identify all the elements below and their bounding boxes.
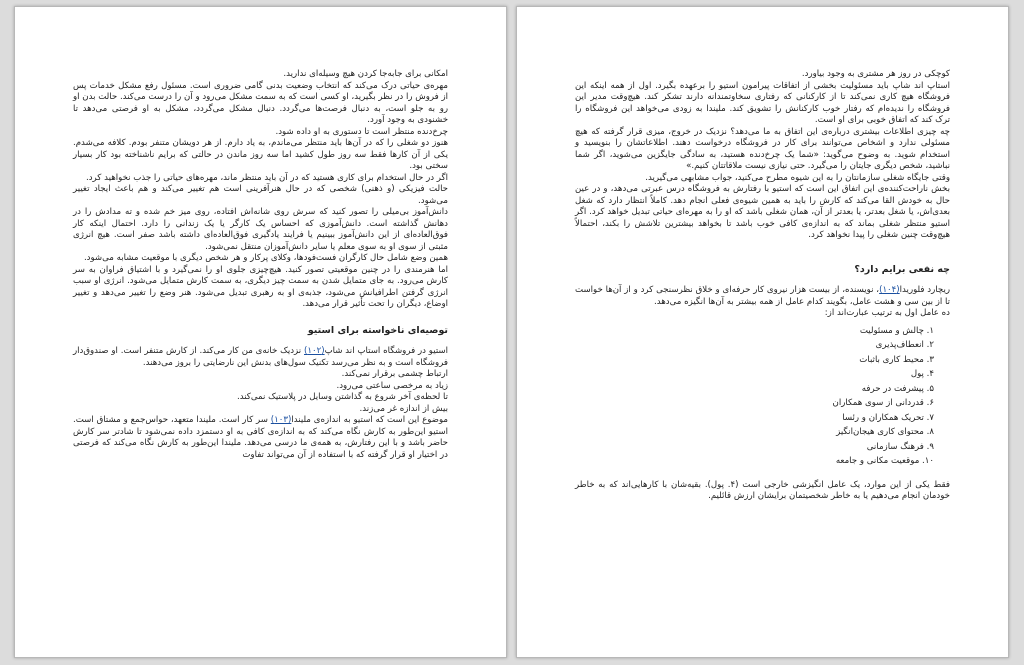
page-right-content <box>575 69 950 503</box>
document-page-right <box>516 6 1009 658</box>
paragraph <box>73 415 448 461</box>
numbered-list <box>575 326 950 468</box>
paragraph: زیاد به مرخصی ساعتی می‌رود. <box>336 380 448 391</box>
paragraph <box>73 346 448 369</box>
paragraph-text: موضوع این است که استیو به اندازه‌ی ملیندا <box>291 415 448 425</box>
list-item: ۹. فرهنگ سازمانی <box>866 441 934 452</box>
paragraph: مهره‌ی حیاتی درک می‌کند که انتخاب وضعیت بدنی گامی ضروری است. مسئول رفع مشکل خدمات پس از فروش را در نظر بگیرید، او کسی است که به سمت مشکل می‌رود و آن را درست می‌کند. حالت بدن او رو به جلو است، به دنبال فرصت‌ها می‌گردد. دنبال مشکل می‌گردد، مشکل به او فرصتی می‌دهد تا خشنودی به وجود آورد. <box>73 80 448 125</box>
list-item: ۳. محیط کاری باثبات <box>859 354 934 365</box>
paragraph: وقتی جایگاه شغلی سازمانتان را به این شیوه مطرح می‌کنید، جواب مشابهی می‌گیرید. <box>645 172 950 183</box>
paragraph-text: استیو در فروشگاه استاپ اند شاپ <box>324 346 448 356</box>
document-page-left <box>14 6 507 658</box>
list-item: ۷. تحریک همکاران و رئسا <box>842 412 934 423</box>
paragraph: بخش ناراحت‌کننده‌ی این اتفاق این است که استیو با رفتارش به فروشگاه درس عبرتی می‌دهد، و در عین حال به خودش القا می‌کند که کارش را باید به همین شیوه‌ی فعلی انجام دهد. کاملاً انتظار دارد که شغل بعدی‌اش، یا شغل بعدتر، یا بعدتر از آن، همان شغلی باشد که او را به مهره‌ای حیاتی تبدیل خواهد کرد. اگر استیو منتظر شغلی بماند که به اندازه‌ی کافی خوب باشد تا بخواهد بیشترین تلاشش را بکند، احتمالاً هیچ‌وقت چنین شغلی را پیدا نخواهد کرد. <box>575 184 950 240</box>
list-item: ۴. پول <box>910 369 934 379</box>
paragraph: بیش از اندازه غر می‌زند. <box>359 403 448 414</box>
paragraph: چرخ‌دنده منتظر است تا دستوری به او داده شود. <box>275 126 448 137</box>
spacer <box>575 471 950 480</box>
paragraph: ده عامل اول به ترتیب عبارت‌اند از: <box>824 308 950 318</box>
paragraph-text: نزدیک خانه‌ی من کار می‌کند. از کارش متنفر است. او صندوق‌دار فروشگاه است و به نظر می‌رسد تکنیک سول‌های بدنش این نارضایتی را بروز می‌دهند. <box>73 346 448 368</box>
paragraph: هنوز دو شغلی را که در آن‌ها باید منتظر می‌ماندم، به یاد دارم. از هر دویشان متنفر بودم. کلافه می‌شدم. یکی از آن کارها فقط سه روز طول کشید اما سه روز ماندن در حالتی که برایم ناشناخته بود کار بسیار سختی بود. <box>73 138 448 171</box>
paragraph: تا لحظه‌ی آخر شروع به گذاشتن وسایل در پلاستیک نمی‌کند. <box>236 392 448 402</box>
paragraph: فقط یکی از این موارد، یک عامل انگیزشی خارجی است (۴. پول). بقیه‌شان با کارهایی‌اند که به خاطر خودمان انجام می‌دهیم یا به خاطر شخصیتمان برایشان ارزش قائلیم. <box>575 479 950 501</box>
list-item: ۵. پیشرفت در حرفه <box>861 383 934 394</box>
paragraph: حالت فیزیکی (و ذهنی) شخصی که در حال هنرآفرینی است هم تغییر می‌کند و هم باعث ایجاد تغییر می‌شود. <box>73 184 448 206</box>
paragraph: اما هنرمندی را در چنین موقعیتی تصور کنید. هیچ‌چیزی جلوی او را نمی‌گیرد و با اشتیاق فراوان به سر کارش می‌رود. به جای متمایل شدن به سمت چیز دیگری، به سمت کارش متمایل می‌شود. انرژی او سبب انرژی گرفتن اطرافیانش می‌شود، جذبه‌ی او به رهبری تبدیل می‌شود. هنر وضع را تغییر می‌دهد و تغییر اوضاع، دیگران را تحت تأثیر قرار می‌دهد. <box>73 264 448 309</box>
list-item: ۲. انعطاف‌پذیری <box>875 340 934 350</box>
list-item: ۶. قدردانی از سوی همکاران <box>832 398 934 408</box>
section-heading: چه نفعی برایم دارد؟ <box>854 263 950 275</box>
paragraph: همین وضع شامل حال کارگران فست‌فودها، وکلای پرکار و هر شخص دیگری با موقعیت مشابه می‌شود. <box>83 253 448 263</box>
footnote-link[interactable]: (۱۰۴) <box>879 285 900 295</box>
paragraph-text: سر کار است. ملیندا متعهد، حواس‌جمع و مشتاق است. استیو این‌طور به کارش نگاه می‌کند که به اندازه‌ی کافی به او دستمزد داده نمی‌شود تا شادتر سر کارش حاضر باشد و با این رفتارش، به همه‌ی ما درسی می‌دهد. ملیندا این‌طور به کارش نگاه می‌کند که فرصتی در اختیار او قرار گرفته که با استفاده از آن می‌تواند تفاوت <box>73 415 448 460</box>
list-item: ۱۰. موقعیت مکانی و جامعه <box>835 456 934 466</box>
list-item: ۱. چالش و مسئولیت <box>859 325 934 336</box>
list-item: ۸. محتوای کاری هیجان‌انگیز <box>836 427 934 437</box>
section-heading: توصیه‌ای ناخواسته برای استیو <box>307 324 448 336</box>
paragraph: چه چیزی اطلاعات بیشتری درباره‌ی این اتفاق به ما می‌دهد؟ نزدیک در خروج، میزی قرار گرفته که هیچ مسئولی ندارد و اشخاص می‌توانند برای کار در فروشگاه درخواست دهند. اطلاعاتشان را بنویسید و استخدام شوید. به وضوح می‌گوید: «شما یک چرخ‌دنده هستید، به سادگی جایگزین می‌شوید، اگر شما نباشید، شخص دیگری جایتان را می‌گیرد. حتی نیازی نیست ملاقاتتان کنیم.» <box>575 126 950 171</box>
paragraph: امکانی برای جابه‌جا کردن هیچ وسیله‌ای ندارید. <box>283 69 448 79</box>
paragraph: اگر در حال استخدام برای کاری هستید که در آن باید منتظر ماند، مهره‌های حیاتی را جذب نخواهید کرد. <box>86 172 448 183</box>
paragraph: دانش‌آموز بی‌میلی را تصور کنید که سرش روی شانه‌اش افتاده، روی میز خم شده و ته مدادش را در دهانش گذاشته است. دانش‌آموزی که احساس یک کارگر یا یک زندانی را دارد. احتمال اینکه کار فوق‌العاده‌ای از این دانش‌آموز ببینیم یا فرایند یادگیری فوق‌العاده‌ای داشته باشد صفر است. هیچ انرژی مثبتی از سوی او به سوی معلم یا سایر دانش‌آموزان منتقل نمی‌شود. <box>73 207 448 252</box>
paragraph-text: ، نویسنده، از بیست هزار نیروی کار حرفه‌ای و خلاق نظرسنجی کرد و از آن‌ها خواست تا از بین سی و هشت عامل، بگویند کدام عامل از همه بیشتر به آن‌ها انگیزه می‌دهد. <box>575 285 950 307</box>
footnote-link[interactable]: (۱۰۲) <box>304 346 325 356</box>
page-left-content <box>73 69 448 461</box>
paragraph: استاپ اند شاپ باید مسئولیت بخشی از اتفاقات پیرامون استیو را برعهده بگیرد. اول از همه اینکه این فروشگاه هیچ کاری نمی‌کند تا از کارکنانی که رفتاری سخاوتمندانه دارند تشکر کند. هیچ‌وقت مدیر این فروشگاه را ندیده‌ام که رفتار خوب کارکنانش را تشویق کند. ملیندا به زودی می‌خواهد این فروشگاه را ترک کند که اتفاق خوبی برای او است. <box>575 80 950 125</box>
paragraph <box>575 285 950 308</box>
paragraph: ارتباط چشمی برقرار نمی‌کند. <box>341 369 448 379</box>
paragraph: کوچکی در روز هر مشتری به وجود بیاورد. <box>801 69 950 79</box>
paragraph-text: ریچارد فلوریدا <box>899 285 950 295</box>
footnote-link[interactable]: (۱۰۳) <box>270 415 292 425</box>
